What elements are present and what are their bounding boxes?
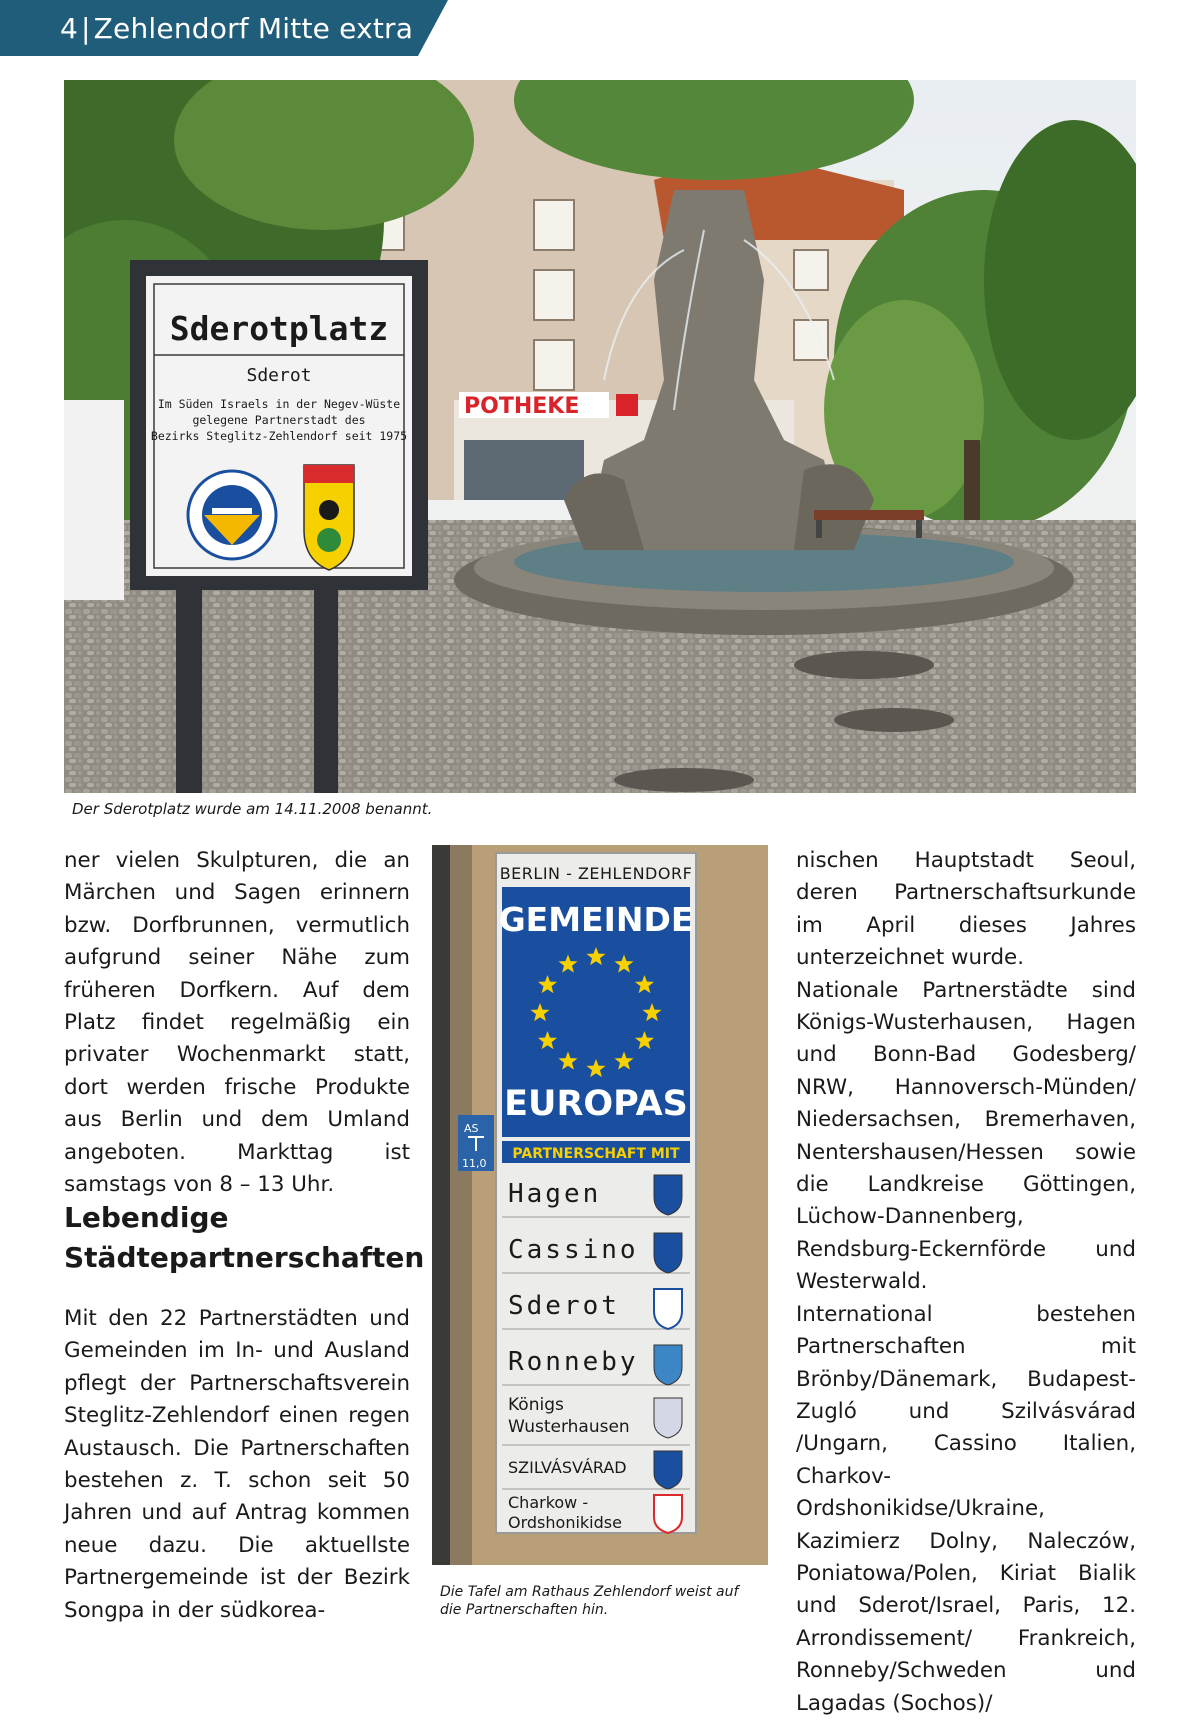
sign-text-line: Bezirks Steglitz-Zehlendorf seit 1975 bbox=[150, 429, 408, 443]
sign-text-line: gelegene Partnerstadt des bbox=[192, 413, 366, 427]
page-header bbox=[0, 0, 460, 56]
partnership-sign-illustration bbox=[432, 845, 768, 1565]
left-column-text bbox=[64, 845, 410, 1201]
main-photo bbox=[64, 80, 1136, 793]
side-plate-bottom: 11,0 bbox=[462, 1157, 487, 1170]
sign-subtitle: Sderot bbox=[246, 365, 312, 386]
header-separator: | bbox=[81, 12, 91, 45]
caption-line: Die Tafel am Rathaus Zehlendorf weist auf bbox=[440, 1584, 739, 1600]
partner-name: Cassino bbox=[508, 1235, 639, 1265]
paragraph: nischen Hauptstadt Seoul, deren Partnerschaftsurkunde im April dieses Jahres unterzeichnet wurde. bbox=[796, 848, 1136, 971]
header-title bbox=[60, 12, 413, 45]
sign-top-label: BERLIN - ZEHLENDORF bbox=[499, 864, 693, 883]
partner-name: SZILVÁSVÁRAD bbox=[508, 1458, 627, 1477]
parked-van bbox=[64, 400, 124, 600]
paragraph: Nationale Partnerstädte sind Königs-Wusterhausen, Hagen und Bonn-Bad Godesberg/ NRW, Hannoversch-Münden/ Niedersachsen, Bremerhaven, Nentershausen/Hessen sowie die Landkreise Göttingen, Lüchow-Dannenberg, Rendsburg-Eckernförde und Westerwald. bbox=[796, 977, 1136, 1295]
paragraph: International bestehen Partnerschaften mit Brönby/Dänemark, Budapest-Zugló und Szilvásvárad /Ungarn, Cassino Italien, Charkov-Ordshonikidse/Ukraine, Kazimierz Dolny, Naleczów, Poniatowa/Polen, Kiriat Bialik und Sderot/Israel, Paris, 12. Arrondissement/ Frankreich, Ronneby/Schweden und Lagadas (Sochos)/ bbox=[796, 1301, 1136, 1716]
sign-photo-caption bbox=[440, 1583, 770, 1619]
partner-name: Ronneby bbox=[508, 1347, 639, 1377]
partner-name: Charkow - bbox=[508, 1493, 589, 1512]
pharmacy-sign: POTHEKE bbox=[464, 394, 580, 419]
sign-text-line: Im Süden Israels in der Negev-Wüste bbox=[157, 397, 401, 411]
section-title: Zehlendorf Mitte extra bbox=[93, 12, 414, 45]
partnership-sign-photo bbox=[432, 845, 768, 1565]
partner-name: Sderot bbox=[508, 1291, 620, 1321]
sign-partnerschaft: PARTNERSCHAFT MIT bbox=[512, 1146, 680, 1162]
left-column-text-2 bbox=[64, 1303, 410, 1627]
bench bbox=[814, 510, 924, 520]
side-plate-top: AS bbox=[464, 1122, 479, 1135]
pharmacy-logo bbox=[616, 394, 638, 416]
page-number: 4 bbox=[60, 12, 79, 45]
sign-europas: EUROPAS bbox=[504, 1084, 688, 1124]
section-heading: Lebendige Städtepartnerschaften bbox=[64, 1201, 425, 1274]
paragraph: Mit den 22 Partnerstädten und Gemeinden im In- und Ausland pflegt der Partnerschaftsverein Steglitz-Zehlendorf einen regen Austausch. Die Partnerschaften bestehen z. T. schon seit 50 Jahren und auf Antrag kommen neue dazu. Die aktuellste Partnergemeinde ist der Bezirk Songpa in der südkorea- bbox=[64, 1306, 410, 1623]
partner-name: Königs bbox=[508, 1395, 564, 1415]
sign-gemeinde: GEMEINDE bbox=[498, 900, 694, 939]
main-photo-illustration bbox=[64, 80, 1136, 793]
partner-name: Wusterhausen bbox=[508, 1417, 630, 1437]
main-photo-caption: Der Sderotplatz wurde am 14.11.2008 benannt. bbox=[72, 800, 433, 818]
partner-name: Ordshonikidse bbox=[508, 1513, 622, 1532]
partner-name: Hagen bbox=[508, 1179, 602, 1209]
caption-line: die Partnerschaften hin. bbox=[440, 1602, 609, 1618]
manhole-cover bbox=[794, 651, 934, 679]
paragraph: ner vielen Skulpturen, die an Märchen und Sagen erinnern bzw. Dorfbrunnen, vermutlich aufgrund seiner Nähe zum früheren Dorfkern. Auf dem Platz findet regelmäßig ein privater Wochenmarkt statt, dort werden frische Produkte aus Berlin und dem Umland angeboten. Markttag ist samstags von 8 – 13 Uhr. bbox=[64, 848, 410, 1198]
sign-title: Sderotplatz bbox=[169, 309, 389, 348]
right-column-text bbox=[796, 845, 1136, 1720]
